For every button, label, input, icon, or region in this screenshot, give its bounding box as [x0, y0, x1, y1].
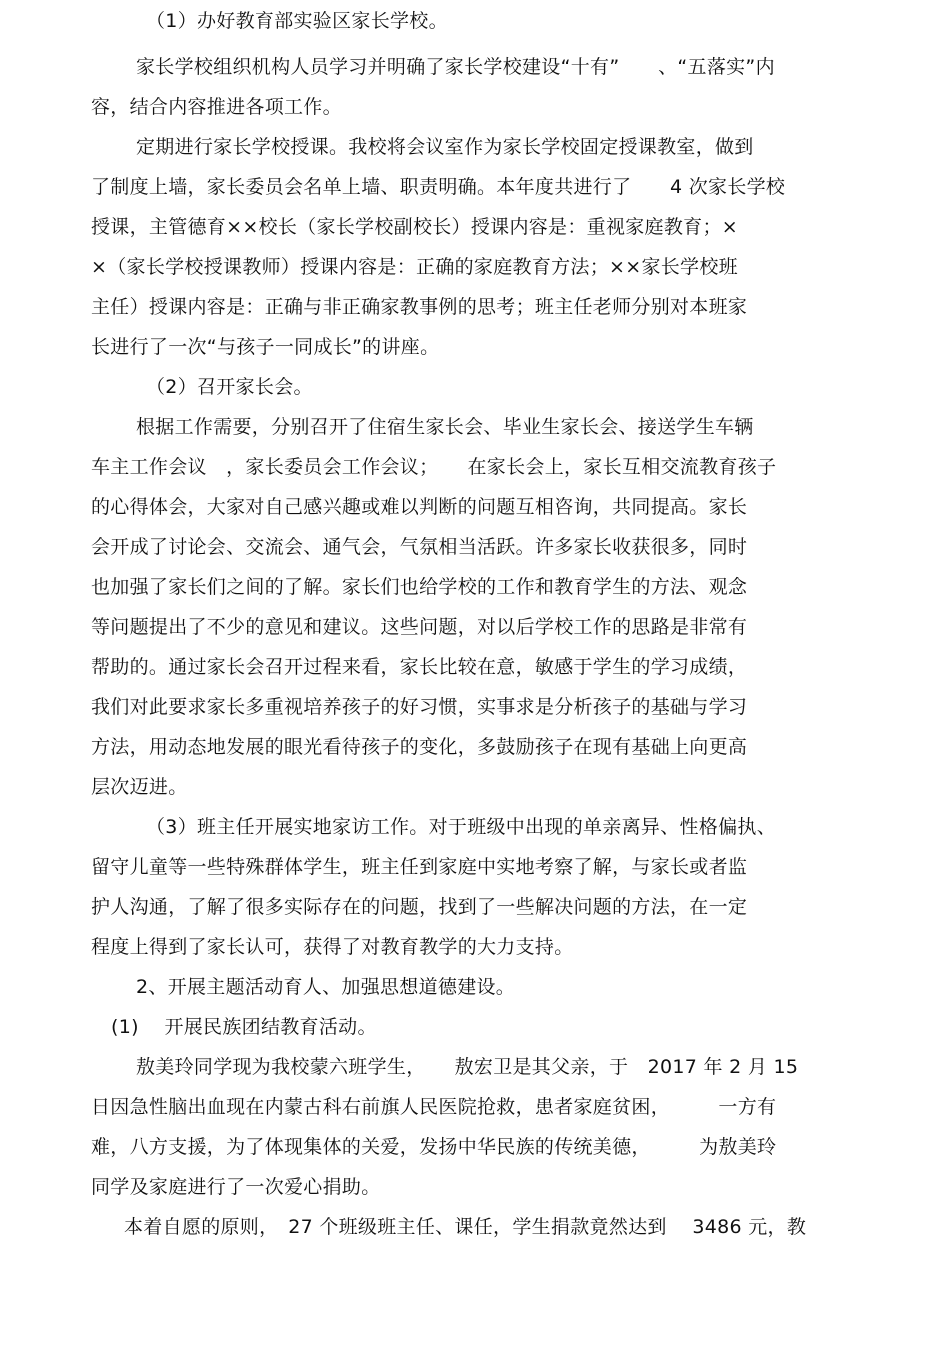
- subheading-home-visits: （3）班主任开展实地家访工作。对于班级中出现的单亲离异、性格偏执、: [146, 816, 776, 838]
- paragraph-line: ×（家长学校授课教师）授课内容是：正确的家庭教育方法；××家长学校班: [91, 256, 738, 278]
- paragraph-line: 了制度上墙，家长委员会名单上墙、职责明确。本年度共进行了 4 次家长学校: [91, 176, 786, 198]
- paragraph-line: 授课，主管德育××校长（家长学校副校长）授课内容是：重视家庭教育；×: [91, 216, 738, 238]
- paragraph-line: 也加强了家长们之间的了解。家长们也给学校的工作和教育学生的方法、观念: [91, 576, 748, 598]
- paragraph-line: 容，结合内容推进各项工作。: [91, 96, 342, 118]
- paragraph-line: 敖美玲同学现为我校蒙六班学生， 敖宏卫是其父亲，于 2017 年 2 月 15: [136, 1056, 799, 1078]
- paragraph-line: 会开成了讨论会、交流会、通气会，气氛相当活跃。许多家长收获很多，同时: [91, 536, 748, 558]
- section-heading-theme-activities: 2、开展主题活动育人、加强思想道德建设。: [136, 976, 516, 998]
- paragraph-line: 层次迈进。: [91, 776, 188, 798]
- paragraph-line: 我们对此要求家长多重视培养孩子的好习惯，实事求是分析孩子的基础与学习: [91, 696, 748, 718]
- paragraph-line: 根据工作需要，分别召开了住宿生家长会、毕业生家长会、接送学生车辆: [136, 416, 754, 438]
- paragraph-line: 主任）授课内容是：正确与非正确家教事例的思考；班主任老师分别对本班家: [91, 296, 748, 318]
- subheading-parent-school: （1）办好教育部实验区家长学校。: [146, 10, 448, 32]
- paragraph-line: 留守儿童等一些特殊群体学生，班主任到家庭中实地考察了解，与家长或者监: [91, 856, 748, 878]
- paragraph-line: 护人沟通，了解了很多实际存在的问题，找到了一些解决问题的方法，在一定: [91, 896, 748, 918]
- paragraph-line: 日因急性脑出血现在内蒙古科右前旗人民医院抢救，患者家庭贫困， 一方有: [91, 1096, 777, 1118]
- paragraph-line: 长进行了一次“与孩子一同成长”的讲座。: [91, 336, 440, 358]
- paragraph-line: 车主工作会议 ，家长委员会工作会议； 在家长会上，家长互相交流教育孩子: [91, 456, 777, 478]
- paragraph-line: 程度上得到了家长认可，获得了对教育教学的大力支持。: [91, 936, 574, 958]
- paragraph-line: 方法，用动态地发展的眼光看待孩子的变化，多鼓励孩子在现有基础上向更高: [91, 736, 748, 758]
- paragraph-line: 难，八方支援，为了体现集体的关爱，发扬中华民族的传统美德， 为敖美玲: [91, 1136, 777, 1158]
- subheading-ethnic-unity: (1) 开展民族团结教育活动。: [111, 1016, 377, 1038]
- paragraph-line: 的心得体会，大家对自己感兴趣或难以判断的问题互相咨询，共同提高。家长: [91, 496, 748, 518]
- paragraph-line: 定期进行家长学校授课。我校将会议室作为家长学校固定授课教室，做到: [136, 136, 754, 158]
- subheading-parent-meeting: （2）召开家长会。: [146, 376, 313, 398]
- paragraph-line: 本着自愿的原则， 27 个班级班主任、课任，学生捐款竟然达到 3486 元，教: [124, 1216, 807, 1238]
- paragraph-line: 帮助的。通过家长会召开过程来看，家长比较在意，敏感于学生的学习成绩，: [91, 656, 748, 678]
- paragraph-line: 等问题提出了不少的意见和建议。这些问题，对以后学校工作的思路是非常有: [91, 616, 748, 638]
- paragraph-line: 家长学校组织机构人员学习并明确了家长学校建设“十有” 、“五落实”内: [136, 56, 775, 78]
- paragraph-line: 同学及家庭进行了一次爱心捐助。: [91, 1176, 381, 1198]
